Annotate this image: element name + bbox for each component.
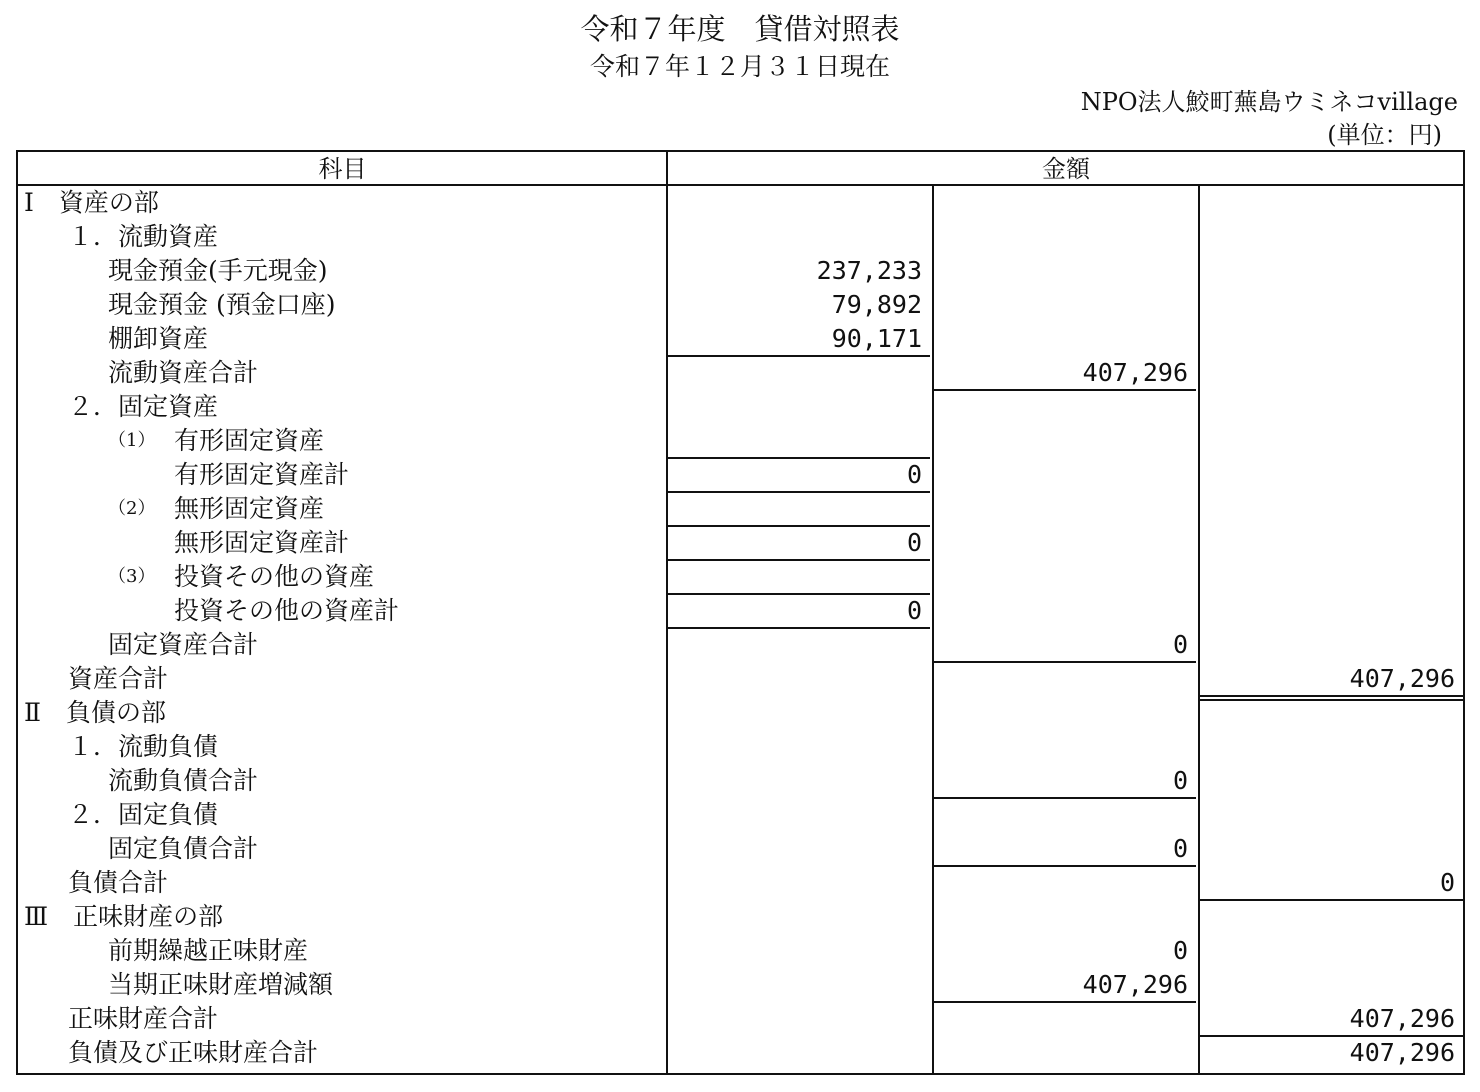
cell-border: [666, 491, 930, 493]
row-label: Ⅲ 正味財産の部: [24, 902, 224, 931]
balance-sheet-table: [16, 150, 1465, 1075]
amount-cell: 407,296: [1349, 1004, 1455, 1033]
unit-label: (単位：円): [1327, 121, 1442, 149]
cell-border: [932, 661, 1196, 663]
amount-cell: 0: [1172, 834, 1188, 863]
row-label: Ⅰ 資産の部: [24, 188, 159, 217]
row-label: 投資その他の資産計: [174, 596, 400, 625]
amount-cell: 407,296: [1082, 358, 1188, 387]
amount-cell: 407,296: [1349, 664, 1455, 693]
row-label: 負債及び正味財産合計: [68, 1038, 319, 1067]
cell-border: [666, 457, 930, 459]
cell-border: [666, 525, 930, 527]
row-label: 当期正味財産増減額: [108, 970, 334, 999]
row-label: 資産合計: [68, 664, 169, 693]
row-number: （1）: [108, 430, 156, 451]
organization-name: NPO法人鮫町蕪島ウミネコvillage: [1080, 88, 1458, 116]
row-label: ２．固定資産: [68, 392, 219, 421]
row-label: Ⅱ 負債の部: [24, 698, 166, 727]
header-item-column: 科目: [318, 155, 367, 183]
page-title: 令和７年度 貸借対照表: [580, 12, 900, 46]
amount-cell: 407,296: [1349, 1038, 1455, 1067]
cell-border: [666, 355, 930, 357]
row-label: 有形固定資産計: [174, 460, 350, 489]
row-number: （3）: [108, 566, 156, 587]
row-label: １．流動資産: [68, 222, 219, 251]
row-label: 正味財産合計: [68, 1004, 219, 1033]
amount-cell: 0: [1172, 630, 1188, 659]
row-label: 投資その他の資産: [174, 562, 375, 591]
cell-border: [1198, 1035, 1463, 1037]
amount-cell: 0: [906, 596, 922, 625]
row-label: 固定資産合計: [108, 630, 259, 659]
amount-cell: 0: [1439, 868, 1455, 897]
header-divider: [18, 184, 1463, 186]
row-label: 無形固定資産計: [174, 528, 350, 557]
amount-cell: 0: [1172, 766, 1188, 795]
cell-border: [932, 1001, 1196, 1003]
header-amount-column: 金額: [1042, 155, 1090, 183]
report-date: 令和７年１２月３１日現在: [589, 52, 890, 81]
row-label: 固定負債合計: [108, 834, 259, 863]
row-label: 現金預金(手元現金): [108, 256, 328, 285]
cell-border: [1198, 899, 1463, 901]
row-number: （2）: [108, 498, 156, 519]
row-label: 流動負債合計: [108, 766, 259, 795]
row-label: １．流動負債: [68, 732, 219, 761]
amount-cell: 90,171: [831, 324, 922, 353]
row-label: 前期繰越正味財産: [108, 936, 309, 965]
amount-cell: 0: [906, 460, 922, 489]
cell-border-double: [1198, 699, 1463, 701]
cell-border: [666, 627, 930, 629]
row-label: 棚卸資産: [108, 324, 209, 353]
row-label: 負債合計: [68, 868, 169, 897]
row-label: 現金預金 (預金口座): [108, 290, 336, 319]
amount-cell: 407,296: [1082, 970, 1188, 999]
cell-border: [666, 559, 930, 561]
row-label: 有形固定資産: [174, 426, 325, 455]
row-label: 流動資産合計: [108, 358, 259, 387]
cell-border: [932, 797, 1196, 799]
cell-border: [932, 389, 1196, 391]
cell-border: [666, 593, 930, 595]
amount-cell: 0: [1172, 936, 1188, 965]
row-label: 無形固定資産: [174, 494, 325, 523]
column-divider-2: [1198, 184, 1200, 1073]
amount-cell: 0: [906, 528, 922, 557]
amount-cell: 79,892: [831, 290, 922, 319]
row-label: ２．固定負債: [68, 800, 219, 829]
cell-border: [1198, 695, 1463, 697]
amount-cell: 237,233: [816, 256, 922, 285]
cell-border: [932, 865, 1196, 867]
